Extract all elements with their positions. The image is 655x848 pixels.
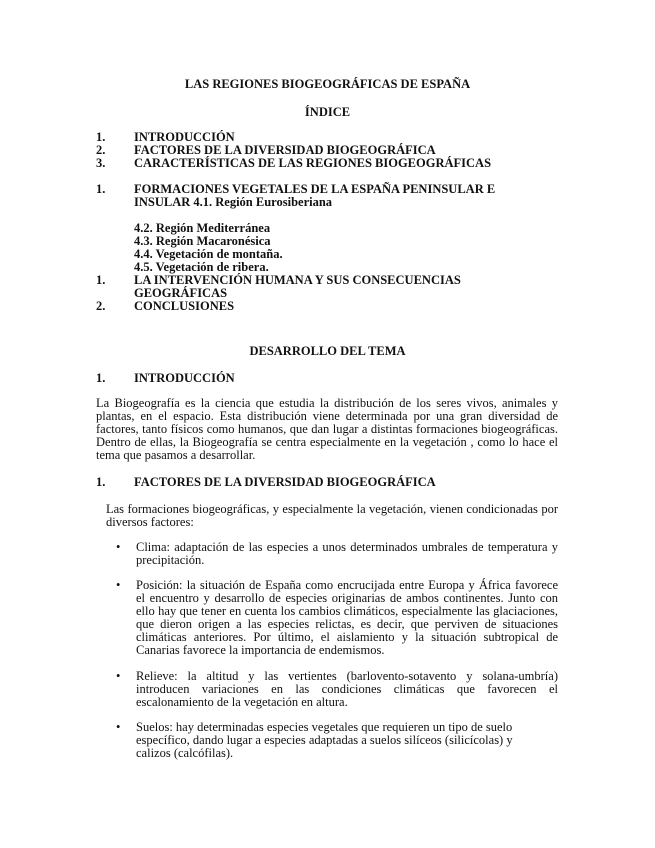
- toc-number: 3.: [96, 156, 106, 170]
- toc-number: 1.: [96, 130, 106, 144]
- bullet-item: Clima: adaptación de las especies a unos determinados umbrales de temperatura y precipitación.: [136, 540, 558, 567]
- toc-item: FACTORES DE LA DIVERSIDAD BIOGEOGRÁFICA: [134, 143, 436, 157]
- section-number: 1.: [96, 371, 106, 385]
- development-title: DESARROLLO DEL TEMA: [249, 344, 406, 358]
- bullet-icon: •: [116, 669, 121, 683]
- toc-number: 1.: [96, 273, 106, 287]
- section-heading: INTRODUCCIÓN: [134, 371, 235, 385]
- bullet-icon: •: [116, 540, 121, 554]
- toc-subitem: 4.4. Vegetación de montaña.: [134, 247, 283, 261]
- toc-item: CONCLUSIONES: [134, 299, 235, 313]
- bullet-icon: •: [116, 720, 121, 734]
- toc-item: FORMACIONES VEGETALES DE LA ESPAÑA PENINSULAR E INSULAR 4.1. Región Eurosiberiana: [134, 182, 496, 209]
- section-paragraph: La Biogeografía es la ciencia que estudia la distribución de los seres vivos, animales y plantas, en el espacio. Esta distribución viene determinada por una gran diversidad de factores, tanto físicos como humanos, que dan lugar a distintas formaciones biogeográficas. Dentro de ellas, la Biogeografía se centra especialmente en la vegetación , como lo hace el tema que pasamos a desarrollar.: [96, 396, 558, 462]
- bullet-item: Posición: la situación de España como encrucijada entre Europa y África favorece el encuentro y desarrollo de especies originarias de ambos continentes. Junto con ello hay que tener en cuenta los cambios climáticos, especialmente las glaciaciones, que dieron origen a las especies relictas, es decir, que perviven de situaciones climáticas anteriores. Por último, el aislamiento y la situación subtropical de Canarias favorece la importancia de endemismos.: [136, 578, 558, 657]
- index-title: ÍNDICE: [304, 105, 351, 119]
- section-number: 1.: [96, 475, 106, 489]
- toc-item: INTRODUCCIÓN: [134, 130, 235, 144]
- toc-subitem: 4.2. Región Mediterránea: [134, 221, 271, 235]
- toc-item: LA INTERVENCIÓN HUMANA Y SUS CONSECUENCIAS GEOGRÁFICAS: [134, 273, 461, 300]
- bullet-item: Suelos: hay determinadas especies vegetales que requieren un tipo de suelo específico, dando lugar a especies adaptadas a suelos silíceos (silicícolas) y calizos (calcófilas).: [136, 720, 513, 760]
- section-paragraph: Las formaciones biogeográficas, y especialmente la vegetación, vienen condicionadas por diversos factores:: [106, 502, 558, 529]
- toc-subitem: 4.5. Vegetación de ribera.: [134, 260, 269, 274]
- toc-number: 2.: [96, 143, 106, 157]
- document-title: LAS REGIONES BIOGEOGRÁFICAS DE ESPAÑA: [184, 77, 471, 91]
- toc-number: 1.: [96, 182, 106, 196]
- toc-subitem: 4.3. Región Macaronésica: [134, 234, 271, 248]
- toc-item: CARACTERÍSTICAS DE LAS REGIONES BIOGEOGRÁFICAS: [134, 156, 492, 170]
- toc-number: 2.: [96, 299, 106, 313]
- bullet-icon: •: [116, 578, 121, 592]
- section-heading: FACTORES DE LA DIVERSIDAD BIOGEOGRÁFICA: [134, 475, 436, 489]
- bullet-item: Relieve: la altitud y las vertientes (barlovento-sotavento y solana-umbría) introducen variaciones en las condiciones climáticas que favorecen el escalonamiento de la vegetación en altura.: [136, 669, 558, 709]
